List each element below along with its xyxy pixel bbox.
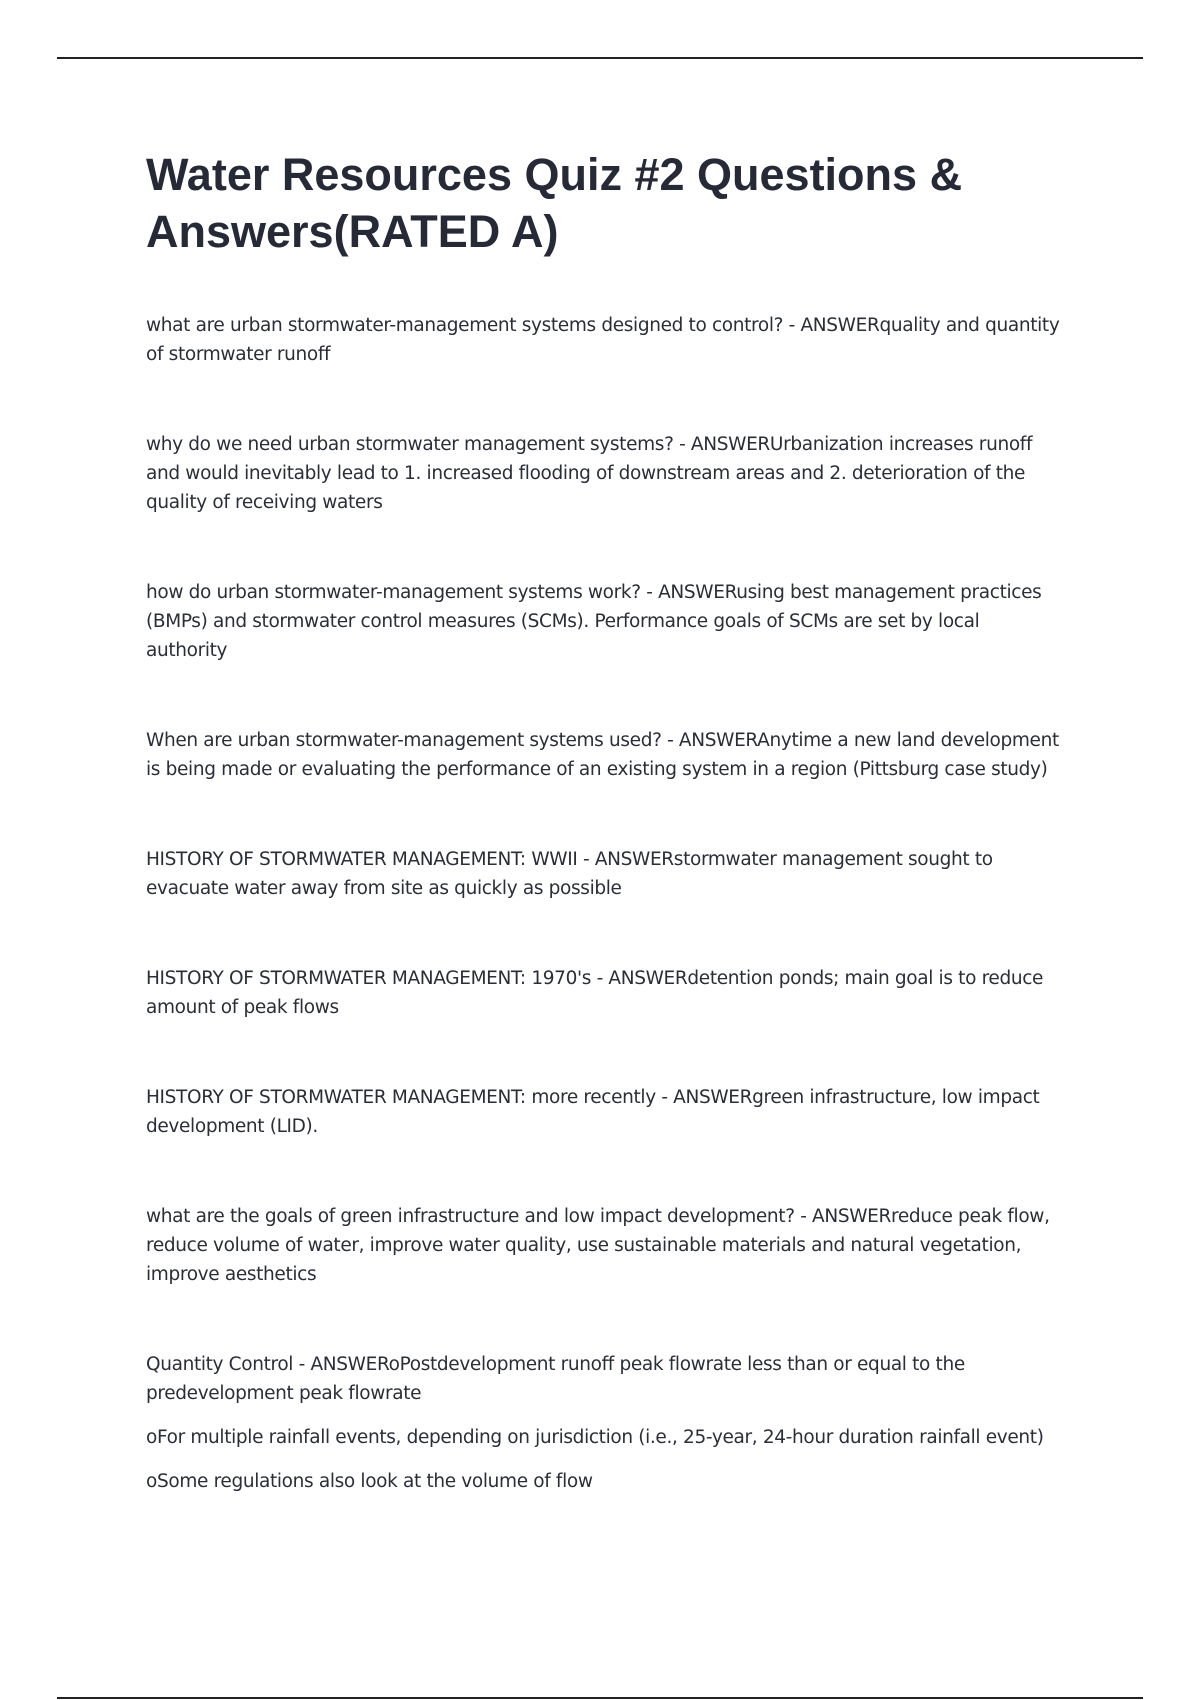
qa-item [146,311,1066,369]
qa-item [146,578,1066,665]
qa-item [146,1083,1066,1141]
qa-item [146,726,1066,784]
document-page [146,146,1066,1557]
qa-item-quantity-control [146,1350,1066,1496]
qa-list [146,311,1066,1496]
qa-subpoint: oFor multiple rainfall events, depending on jurisdiction (i.e., 25-year, 24-hour duration rainfall event) [146,1427,1044,1448]
qa-text: how do urban stormwater-management systems work? - ANSWERusing best management practices (BMPs) and stormwater control measures (SCMs). Performance goals of SCMs are set by local authority [146,582,1042,661]
qa-text: HISTORY OF STORMWATER MANAGEMENT: more recently - ANSWERgreen infrastructure, low impact development (LID). [146,1087,1040,1137]
qa-text: what are the goals of green infrastructure and low impact development? - ANSWERreduce peak flow, reduce volume of water, improve water quality, use sustainable materials and natural vegetation, improve aesthetics [146,1206,1050,1285]
qa-text: When are urban stormwater-management systems used? - ANSWERAnytime a new land development is being made or evaluating the performance of an existing system in a region (Pittsburg case study) [146,730,1059,780]
qa-item [146,430,1066,517]
footer-rule [57,1697,1143,1699]
qa-item [146,845,1066,903]
qa-item [146,964,1066,1022]
qa-text: HISTORY OF STORMWATER MANAGEMENT: 1970's - ANSWERdetention ponds; main goal is to reduce amount of peak flows [146,968,1044,1018]
qa-item [146,1202,1066,1289]
document-title: Water Resources Quiz #2 Questions & Answers(RATED A) [146,149,963,257]
qa-subpoint: oSome regulations also look at the volume of flow [146,1471,593,1492]
qa-text: why do we need urban stormwater management systems? - ANSWERUrbanization increases runoff and would inevitably lead to 1. increased flooding of downstream areas and 2. deterioration of the quality of receiving waters [146,434,1033,513]
qa-text: HISTORY OF STORMWATER MANAGEMENT: WWII - ANSWERstormwater management sought to evacuate water away from site as quickly as possible [146,849,993,899]
qa-text: what are urban stormwater-management systems designed to control? - ANSWERquality and quantity of stormwater runoff [146,315,1060,365]
header-rule [57,57,1143,59]
qa-text: Quantity Control - ANSWERoPostdevelopment runoff peak flowrate less than or equal to the predevelopment peak flowrate [146,1354,965,1404]
